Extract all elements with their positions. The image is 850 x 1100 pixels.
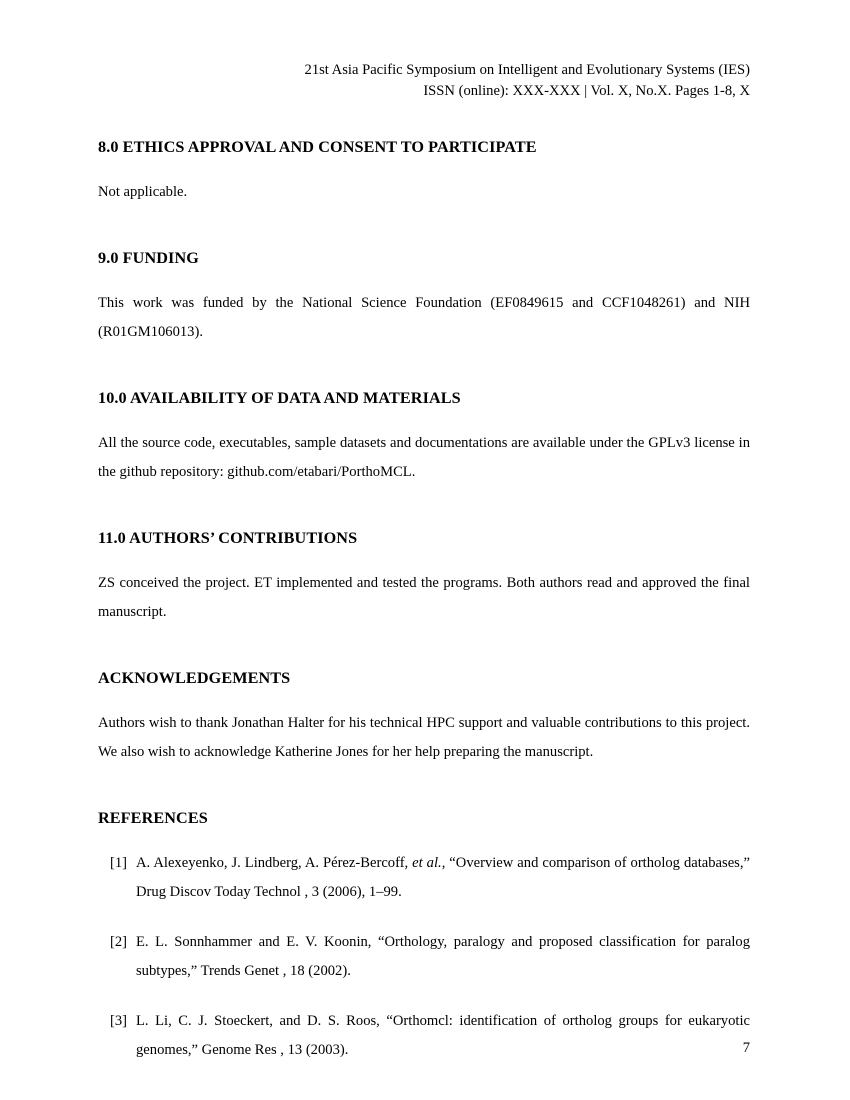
reference-text: [136, 849, 750, 908]
section-body-ethics: Not applicable.: [98, 184, 188, 200]
reference-text-pre: E. L. Sonnhammer and E. V. Koonin, “Orthology, paralogy and proposed classification for paralog subtypes,” Trends Genet , 18 (2002).: [136, 933, 750, 979]
reference-text-italic: et al.: [412, 854, 442, 871]
reference-number: [1]: [110, 854, 128, 871]
reference-number: [3]: [110, 1012, 128, 1029]
running-header: [98, 60, 750, 102]
reference-item: [98, 849, 750, 908]
section-body-authors-contributions: ZS conceived the project. ET implemented and tested the programs. Both authors read and approved the final manuscript.: [98, 574, 750, 620]
reference-text: [136, 928, 750, 987]
running-header-line-2: ISSN (online): XXX-XXX | Vol. X, No.X. Pages 1-8, X: [423, 83, 750, 99]
section-body-acknowledgements: Authors wish to thank Jonathan Halter for his technical HPC support and valuable contributions to this project. We also wish to acknowledge Katherine Jones for her help preparing the manuscript.: [98, 714, 750, 760]
reference-list: [98, 849, 750, 1066]
section-heading-ethics: 8.0 ETHICS APPROVAL AND CONSENT TO PARTICIPATE: [98, 138, 537, 156]
section-heading-acknowledgements: ACKNOWLEDGEMENTS: [98, 668, 291, 687]
reference-text-pre: L. Li, C. J. Stoeckert, and D. S. Roos, “Orthomcl: identification of ortholog groups for eukaryotic genomes,” Genome Res , 13 (2003).: [136, 1012, 750, 1058]
section-heading-funding: 9.0 FUNDING: [98, 248, 199, 267]
reference-number: [2]: [110, 933, 128, 950]
running-header-line-1: 21st Asia Pacific Symposium on Intelligent and Evolutionary Systems (IES): [304, 62, 750, 78]
section-heading-availability: 10.0 AVAILABILITY OF DATA AND MATERIALS: [98, 388, 461, 407]
section-heading-references: REFERENCES: [98, 808, 208, 827]
page-number: 7: [742, 1040, 750, 1056]
section-body-availability: All the source code, executables, sample datasets and documentations are available under the GPLv3 license in the github repository: github.com/etabari/PorthoMCL.: [98, 434, 750, 480]
document-body: [98, 138, 750, 1086]
reference-item: [98, 928, 750, 987]
reference-text-post: , “Overview and comparison of ortholog databases,” Drug Discov Today Technol , 3 (2006), 1–99.: [136, 854, 750, 900]
reference-text-pre: A. Alexeyenko, J. Lindberg, A. Pérez-Bercoff,: [136, 854, 413, 871]
section-body-funding: This work was funded by the National Science Foundation (EF0849615 and CCF1048261) and NIH (R01GM106013).: [98, 294, 750, 340]
section-heading-authors-contributions: 11.0 AUTHORS’ CONTRIBUTIONS: [98, 528, 358, 547]
